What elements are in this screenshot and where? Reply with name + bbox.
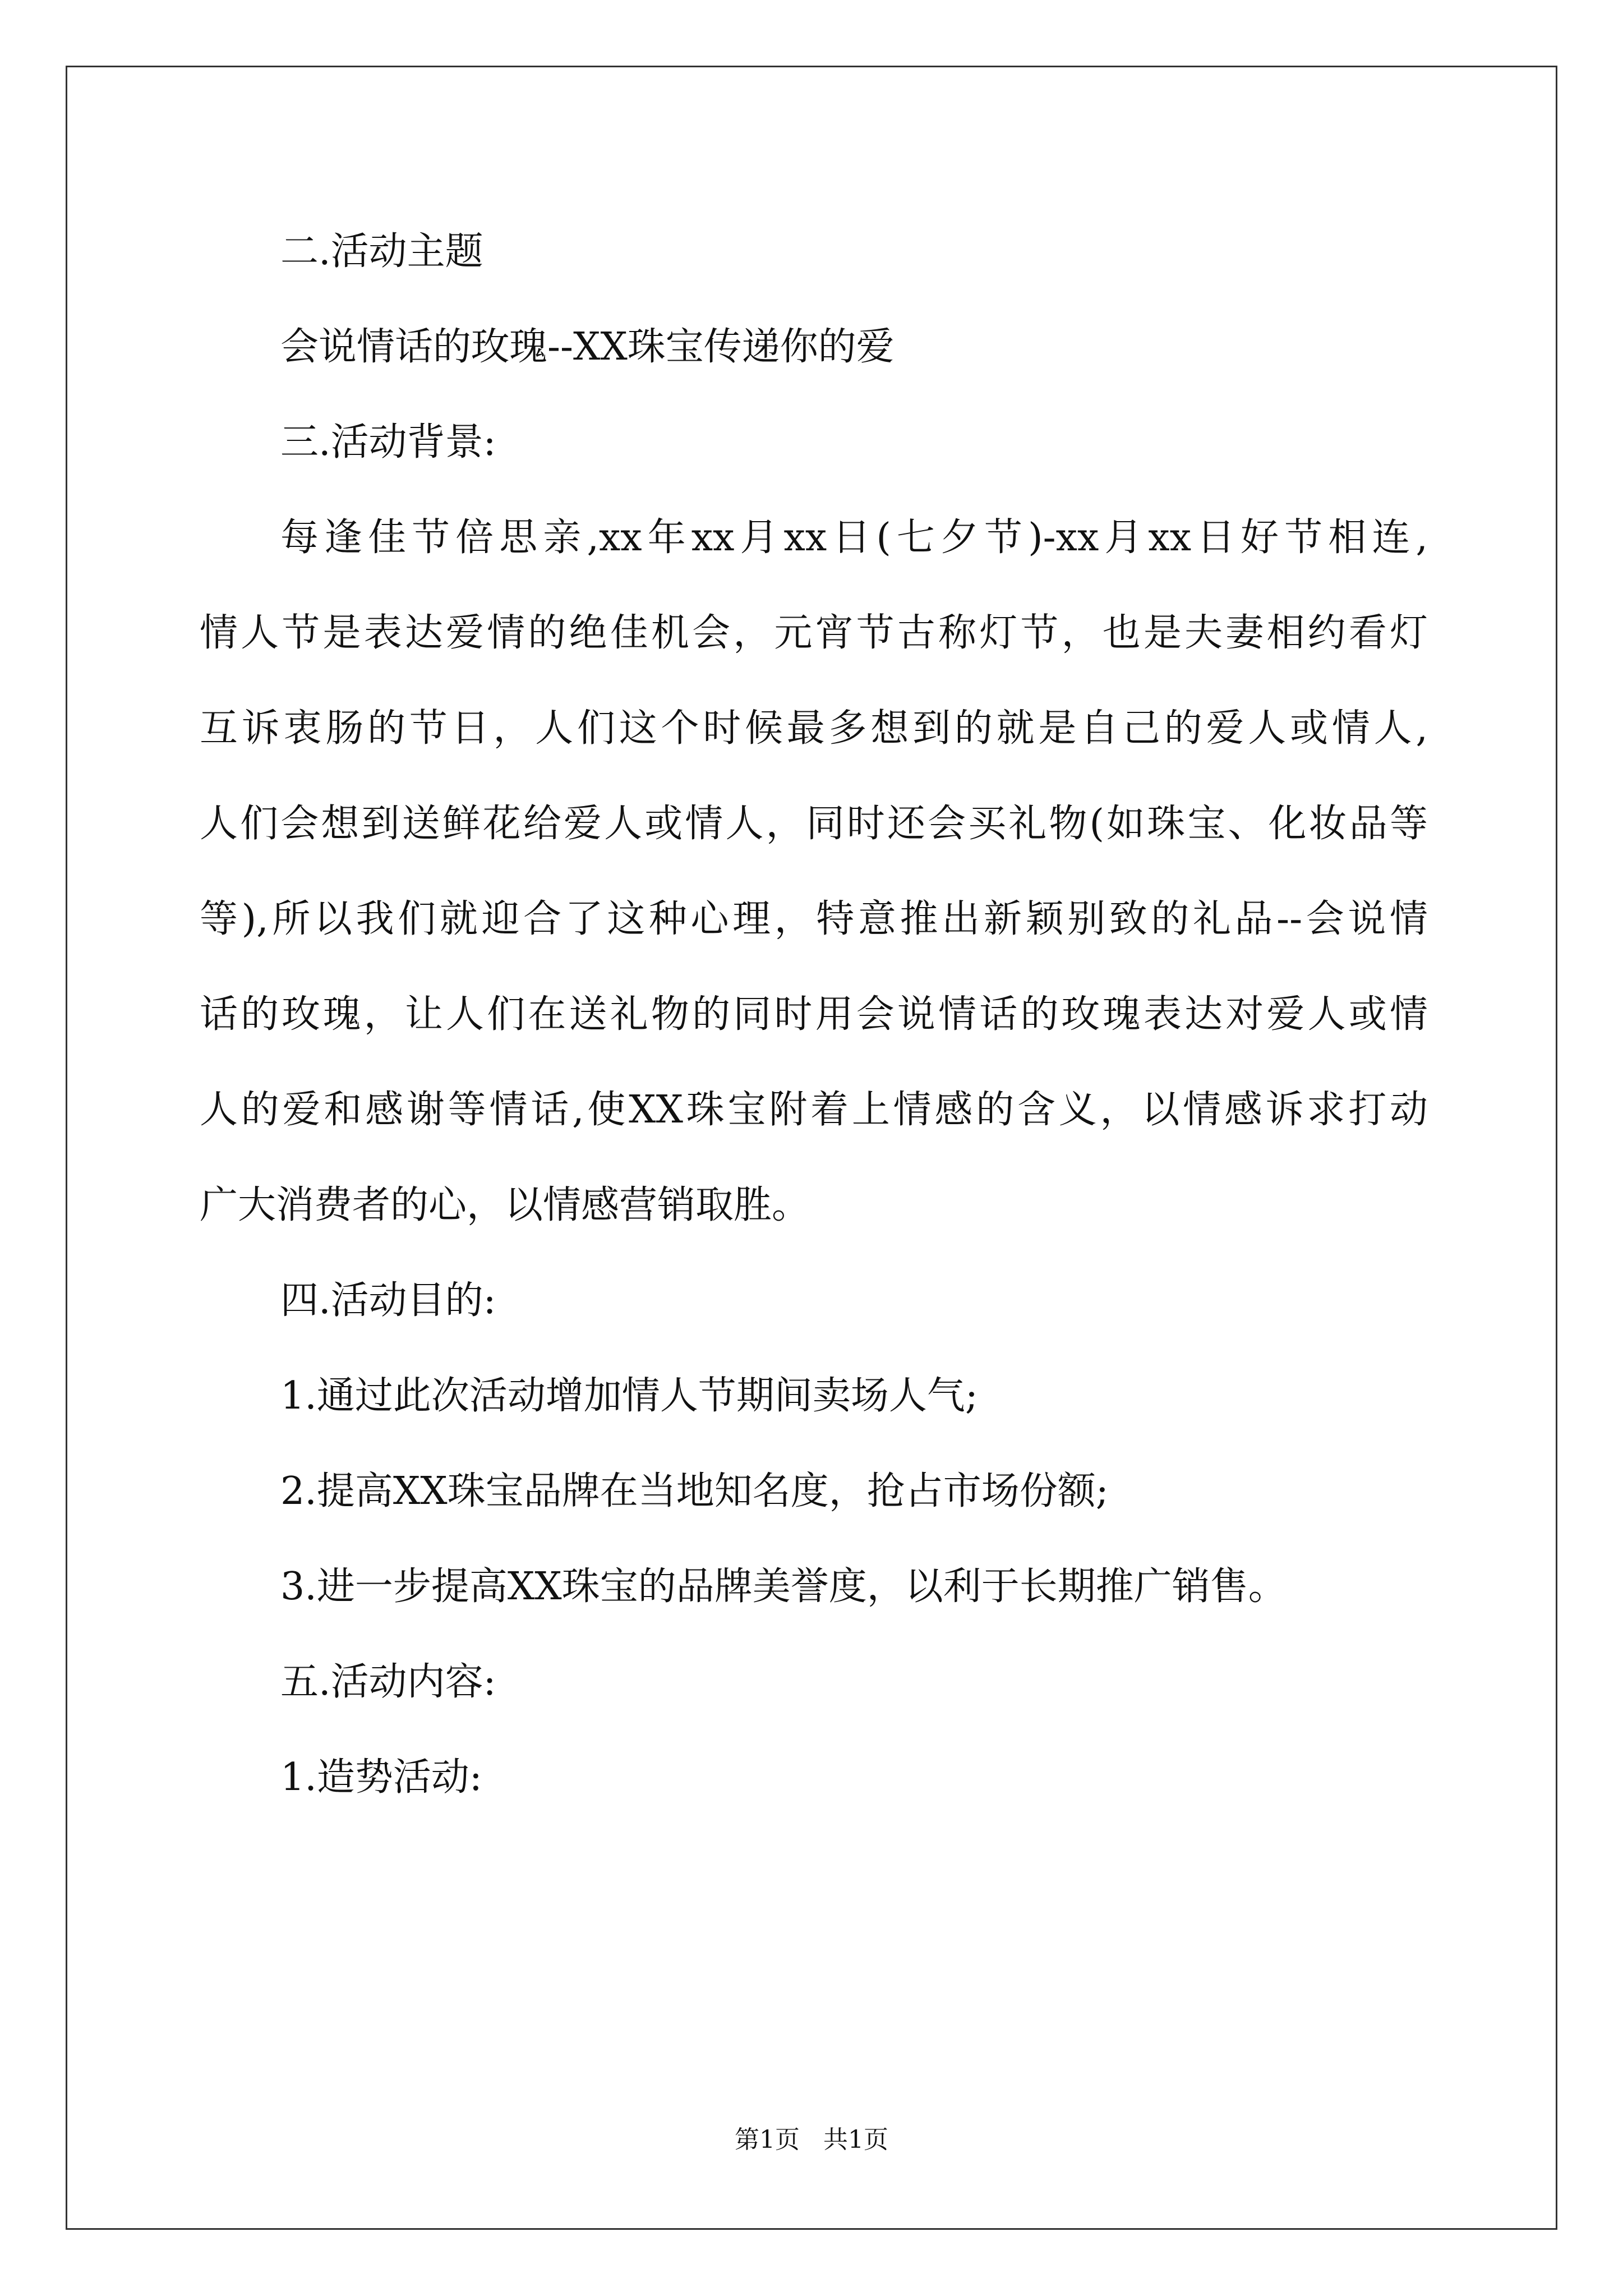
list-item: 1.通过此次活动增加情人节期间卖场人气; xyxy=(280,1374,978,1418)
page-number-footer: 第1页 共1页 xyxy=(735,2125,888,2154)
page-border xyxy=(66,66,1557,2230)
paragraph-line: 话的玫瑰，让人们在送礼物的同时用会说情话的玫瑰表达对爱人或情 xyxy=(200,992,1428,1037)
paragraph-line: 人的爱和感谢等情话,使XX珠宝附着上情感的含义，以情感诉求打动 xyxy=(200,1088,1428,1132)
theme-text: 会说情话的玫瑰--XX珠宝传递你的爱 xyxy=(280,325,895,369)
list-item: 1.造势活动: xyxy=(280,1755,482,1800)
paragraph-line: 人们会想到送鲜花给爱人或情人，同时还会买礼物(如珠宝、化妆品等 xyxy=(200,802,1428,846)
paragraph-line: 互诉衷肠的节日，人们这个时候最多想到的就是自己的爱人或情人, xyxy=(200,706,1428,751)
paragraph-line: 等),所以我们就迎合了这种心理，特意推出新颖别致的礼品--会说情 xyxy=(200,897,1428,941)
paragraph-line: 每逢佳节倍思亲,xx年xx月xx日(七夕节)-xx月xx日好节相连, xyxy=(280,516,1428,560)
section-heading-theme: 二.活动主题 xyxy=(280,229,483,274)
list-item: 2.提高XX珠宝品牌在当地知名度，抢占市场份额; xyxy=(280,1469,1109,1513)
paragraph-line: 广大消费者的心，以情感营销取胜。 xyxy=(200,1183,810,1227)
section-heading-content: 五.活动内容: xyxy=(280,1660,496,1704)
list-item: 3.进一步提高XX珠宝的品牌美誉度，以利于长期推广销售。 xyxy=(280,1565,1287,1609)
section-heading-purpose: 四.活动目的: xyxy=(280,1278,496,1323)
section-heading-background: 三.活动背景: xyxy=(280,420,496,464)
paragraph-line: 情人节是表达爱情的绝佳机会，元宵节古称灯节，也是夫妻相约看灯 xyxy=(200,611,1428,655)
